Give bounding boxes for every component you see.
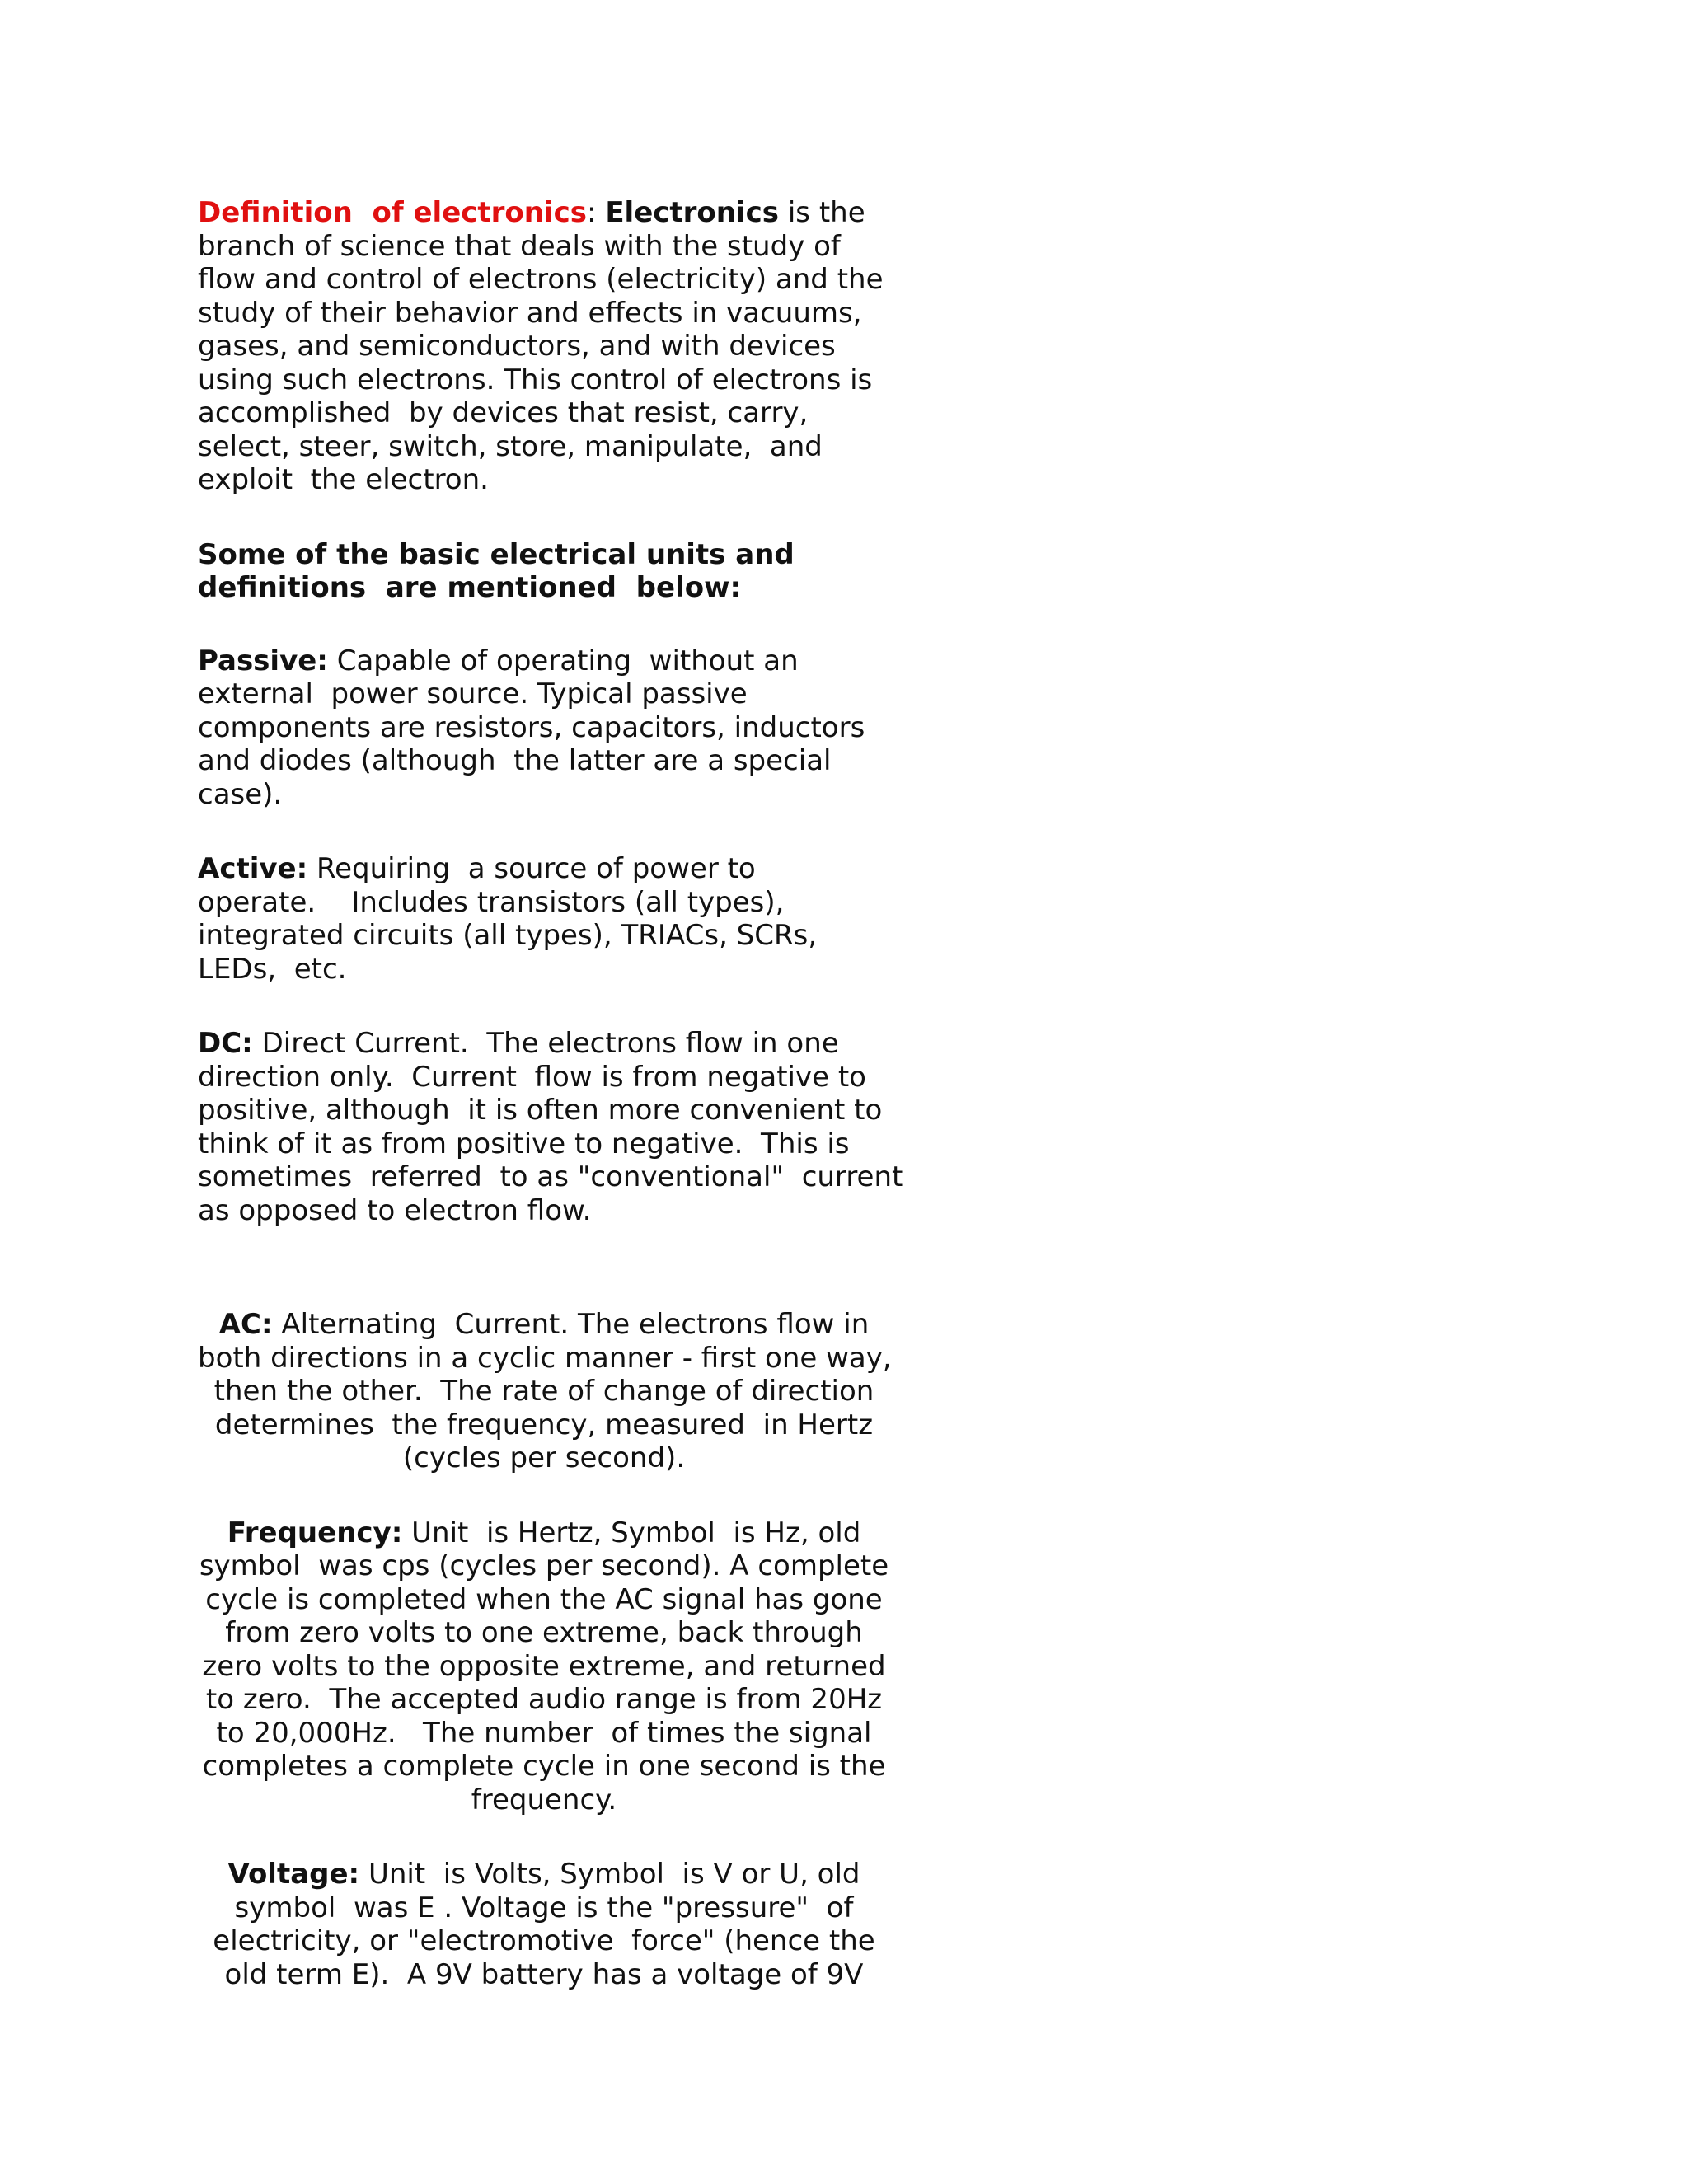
dc-label: DC: xyxy=(198,1027,253,1060)
text-line: is the xyxy=(779,196,865,229)
text-line: as opposed to electron flow. xyxy=(198,1193,592,1227)
ac-paragraph xyxy=(198,1308,890,1475)
text-line: to zero. The accepted audio range is from 20Hz xyxy=(205,1683,883,1716)
text-line: positive, although it is often more convenient to xyxy=(198,1094,883,1127)
frequency-label: Frequency: xyxy=(227,1516,403,1549)
passive-line-1 xyxy=(198,644,890,678)
text-line: Requiring a source of power to xyxy=(307,852,756,885)
active-label: Active: xyxy=(198,852,308,885)
text-line: frequency. xyxy=(471,1783,617,1816)
text-line: to 20,000Hz. The number of times the signal xyxy=(216,1716,872,1750)
text-line: case). xyxy=(198,777,283,811)
text-line: flow and control of electrons (electricity) and the xyxy=(198,263,884,296)
text-line: both directions in a cyclic manner - first one way, xyxy=(198,1341,892,1375)
definition-term: Definition of electronics xyxy=(198,196,588,229)
document-page xyxy=(198,196,903,1991)
text-line: Unit is Volts, Symbol is V or U, old xyxy=(359,1858,860,1891)
text-line: Alternating Current. The electrons flow in xyxy=(272,1308,870,1341)
text-line: symbol was E . Voltage is the "pressure" of xyxy=(234,1891,854,1924)
voltage-line-1 xyxy=(198,1858,890,1891)
passive-label: Passive: xyxy=(198,644,328,677)
voltage-paragraph xyxy=(198,1858,890,1991)
text-line: completes a complete cycle in one second is the xyxy=(202,1750,886,1783)
units-heading xyxy=(198,538,890,605)
text-line: determines the frequency, measured in Hertz xyxy=(214,1408,874,1441)
frequency-line-1 xyxy=(198,1516,890,1550)
text-line: and diodes (although the latter are a special xyxy=(198,744,832,777)
text-line: old term E). A 9V battery has a voltage of 9V xyxy=(224,1957,864,1991)
text-line: direction only. Current flow is from negative to xyxy=(198,1060,866,1094)
text-line: study of their behavior and effects in vacuums, xyxy=(198,296,862,330)
text-line: from zero volts to one extreme, back through xyxy=(225,1616,863,1649)
text-line: external power source. Typical passive xyxy=(198,677,748,710)
text-line: components are resistors, capacitors, inductors xyxy=(198,710,865,744)
dc-paragraph xyxy=(198,1027,903,1227)
text-line: LEDs, etc. xyxy=(198,952,347,986)
passive-paragraph xyxy=(198,644,890,812)
text-line: branch of science that deals with the study of xyxy=(198,229,841,263)
text-line: gases, and semiconductors, and with devices xyxy=(198,330,836,363)
text-line: sometimes referred to as "conventional" current xyxy=(198,1160,903,1193)
heading-line: Some of the basic electrical units and xyxy=(198,537,795,571)
active-paragraph xyxy=(198,852,890,986)
ac-line-1 xyxy=(198,1308,890,1342)
text-line: (cycles per second). xyxy=(402,1441,686,1474)
definition-paragraph xyxy=(198,196,890,497)
text-line: symbol was cps (cycles per second). A complete xyxy=(199,1549,889,1582)
definition-colon: : xyxy=(587,196,606,229)
heading-line: definitions are mentioned below: xyxy=(198,571,742,604)
text-line: cycle is completed when the AC signal has gone xyxy=(205,1582,883,1616)
text-line: think of it as from positive to negative. This is xyxy=(198,1127,850,1160)
text-line: Capable of operating without an xyxy=(327,644,799,677)
text-line: Direct Current. The electrons flow in one xyxy=(252,1027,839,1060)
active-line-1 xyxy=(198,852,890,886)
text-line: electricity, or "electromotive force" (hence the xyxy=(213,1924,875,1957)
text-line: zero volts to the opposite extreme, and returned xyxy=(202,1649,886,1683)
definition-line-1 xyxy=(198,196,890,230)
definition-subject: Electronics xyxy=(605,196,780,229)
text-line: Unit is Hertz, Symbol is Hz, old xyxy=(402,1516,861,1549)
text-line: exploit the electron. xyxy=(198,463,489,496)
dc-line-1 xyxy=(198,1027,890,1061)
text-line: using such electrons. This control of electrons is xyxy=(198,363,873,396)
text-line: integrated circuits (all types), TRIACs, SCRs, xyxy=(198,919,818,952)
voltage-label: Voltage: xyxy=(227,1858,360,1891)
text-line: select, steer, switch, store, manipulate, and xyxy=(198,429,823,463)
text-line: then the other. The rate of change of direction xyxy=(213,1375,874,1408)
text-line: accomplished by devices that resist, carry, xyxy=(198,396,809,429)
ac-label: AC: xyxy=(218,1308,273,1341)
frequency-paragraph xyxy=(198,1516,890,1817)
text-line: operate. Includes transistors (all types), xyxy=(198,885,785,919)
